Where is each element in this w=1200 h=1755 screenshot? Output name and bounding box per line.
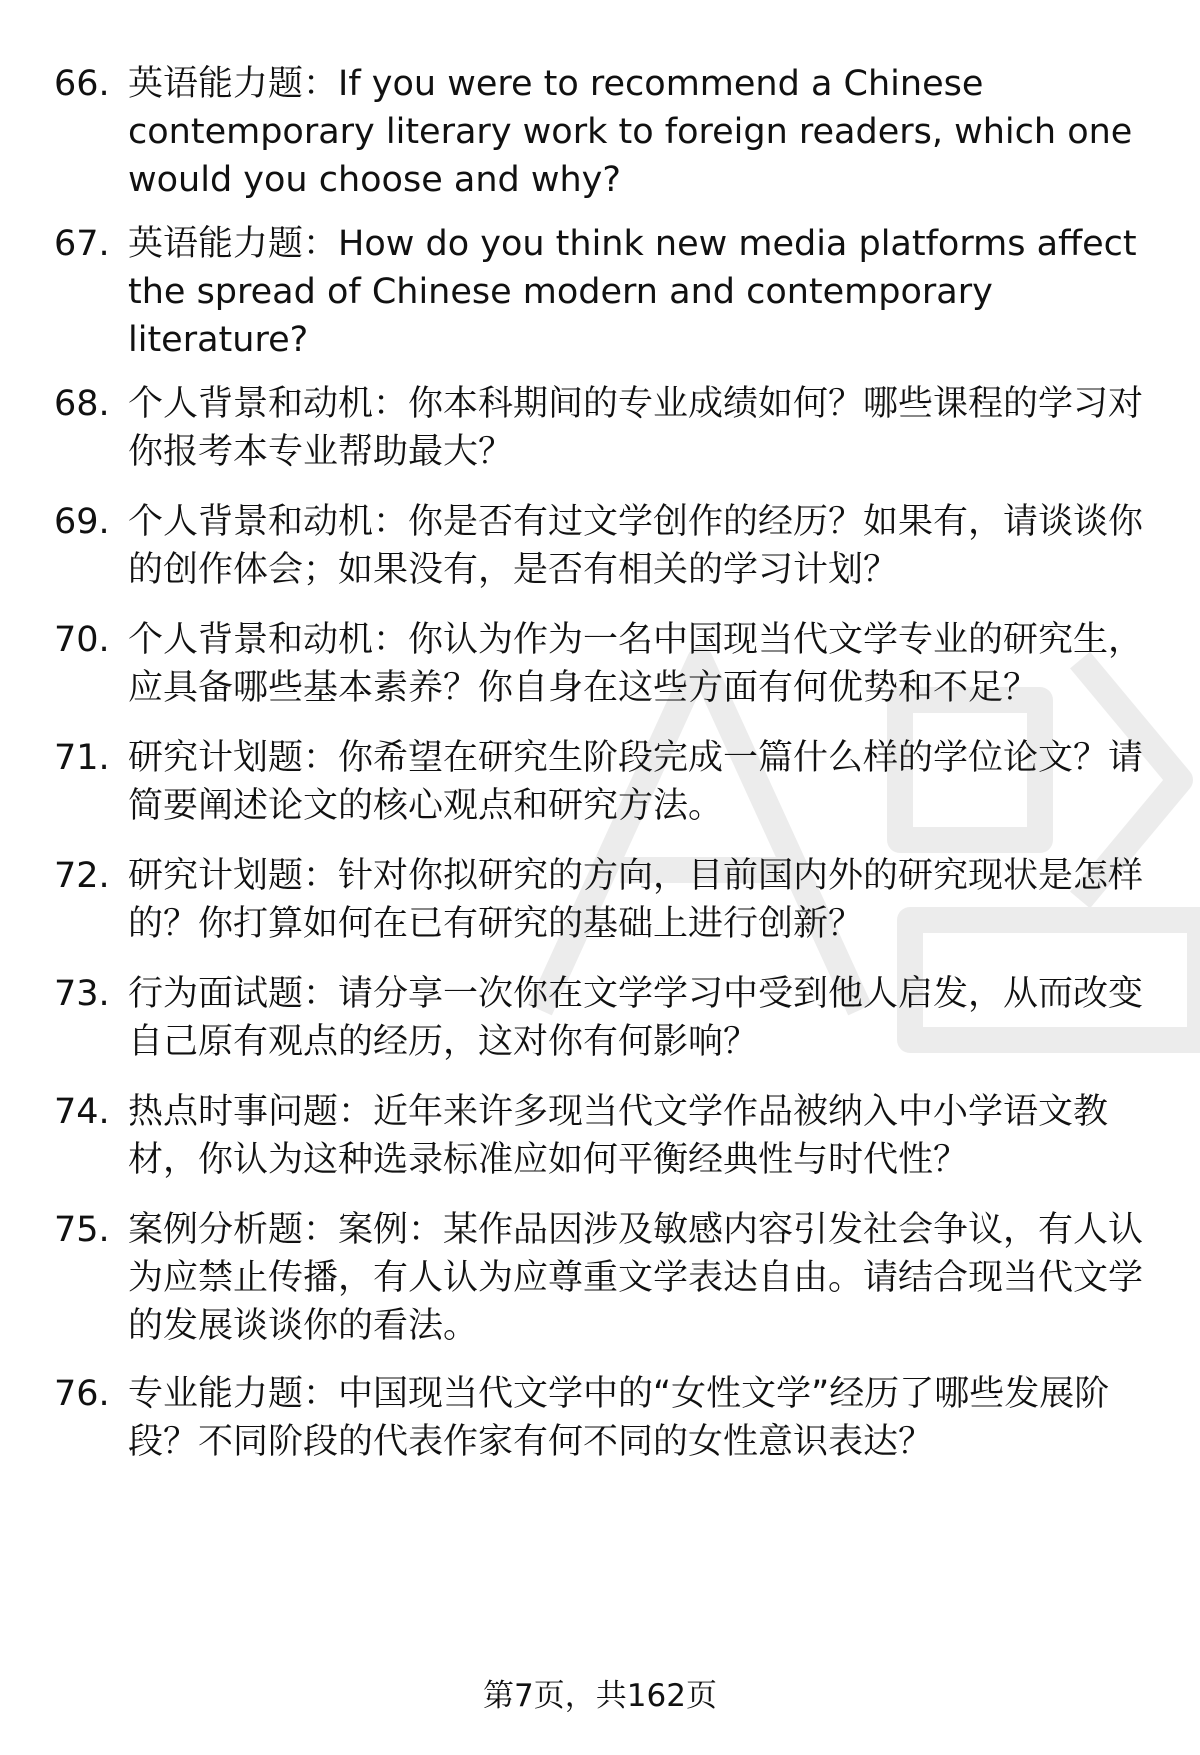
question-text: 英语能力题：How do you think new media platforms affect the spread of Chinese modern and contemporary literature? xyxy=(128,224,1137,360)
question-text: 案例分析题：案例：某作品因涉及敏感内容引发社会争议，有人认为应禁止传播，有人认为应尊重文学表达自由。请结合现当代文学的发展谈谈你的看法。 xyxy=(128,1210,1144,1346)
page-footer: 第7页，共162页 xyxy=(483,1678,717,1714)
question-text: 热点时事问题：近年来许多现当代文学作品被纳入中小学语文教材，你认为这种选录标准应如何平衡经典性与时代性？ xyxy=(128,1092,1109,1180)
question-number: 74. xyxy=(54,1092,110,1132)
question-number: 72. xyxy=(54,856,110,896)
question-number: 68. xyxy=(54,384,110,424)
question-number: 69. xyxy=(54,502,110,542)
question-text: 专业能力题：中国现当代文学中的“女性文学”经历了哪些发展阶段？不同阶段的代表作家有何不同的女性意识表达？ xyxy=(128,1374,1110,1462)
question-number: 66. xyxy=(54,64,110,104)
question-text: 英语能力题：If you were to recommend a Chinese contemporary literary work to foreign readers, which one would you choose and why? xyxy=(128,64,1133,200)
question-number: 67. xyxy=(54,224,110,264)
question-number: 70. xyxy=(54,620,110,660)
question-text: 个人背景和动机：你认为作为一名中国现当代文学专业的研究生，应具备哪些基本素养？你自身在这些方面有何优势和不足？ xyxy=(128,620,1144,708)
question-text: 研究计划题：你希望在研究生阶段完成一篇什么样的学位论文？请简要阐述论文的核心观点和研究方法。 xyxy=(128,738,1144,826)
question-number: 73. xyxy=(54,974,110,1014)
question-text: 个人背景和动机：你本科期间的专业成绩如何？哪些课程的学习对你报考本专业帮助最大？ xyxy=(128,384,1144,472)
question-text: 研究计划题：针对你拟研究的方向，目前国内外的研究现状是怎样的？你打算如何在已有研究的基础上进行创新？ xyxy=(128,856,1144,944)
question-text: 行为面试题：请分享一次你在文学学习中受到他人启发，从而改变自己原有观点的经历，这对你有何影响？ xyxy=(128,974,1144,1062)
question-number: 71. xyxy=(54,738,110,778)
question-number: 76. xyxy=(54,1374,110,1414)
question-number: 75. xyxy=(54,1210,110,1250)
question-text: 个人背景和动机：你是否有过文学创作的经历？如果有，请谈谈你的创作体会；如果没有，是否有相关的学习计划？ xyxy=(128,502,1144,590)
